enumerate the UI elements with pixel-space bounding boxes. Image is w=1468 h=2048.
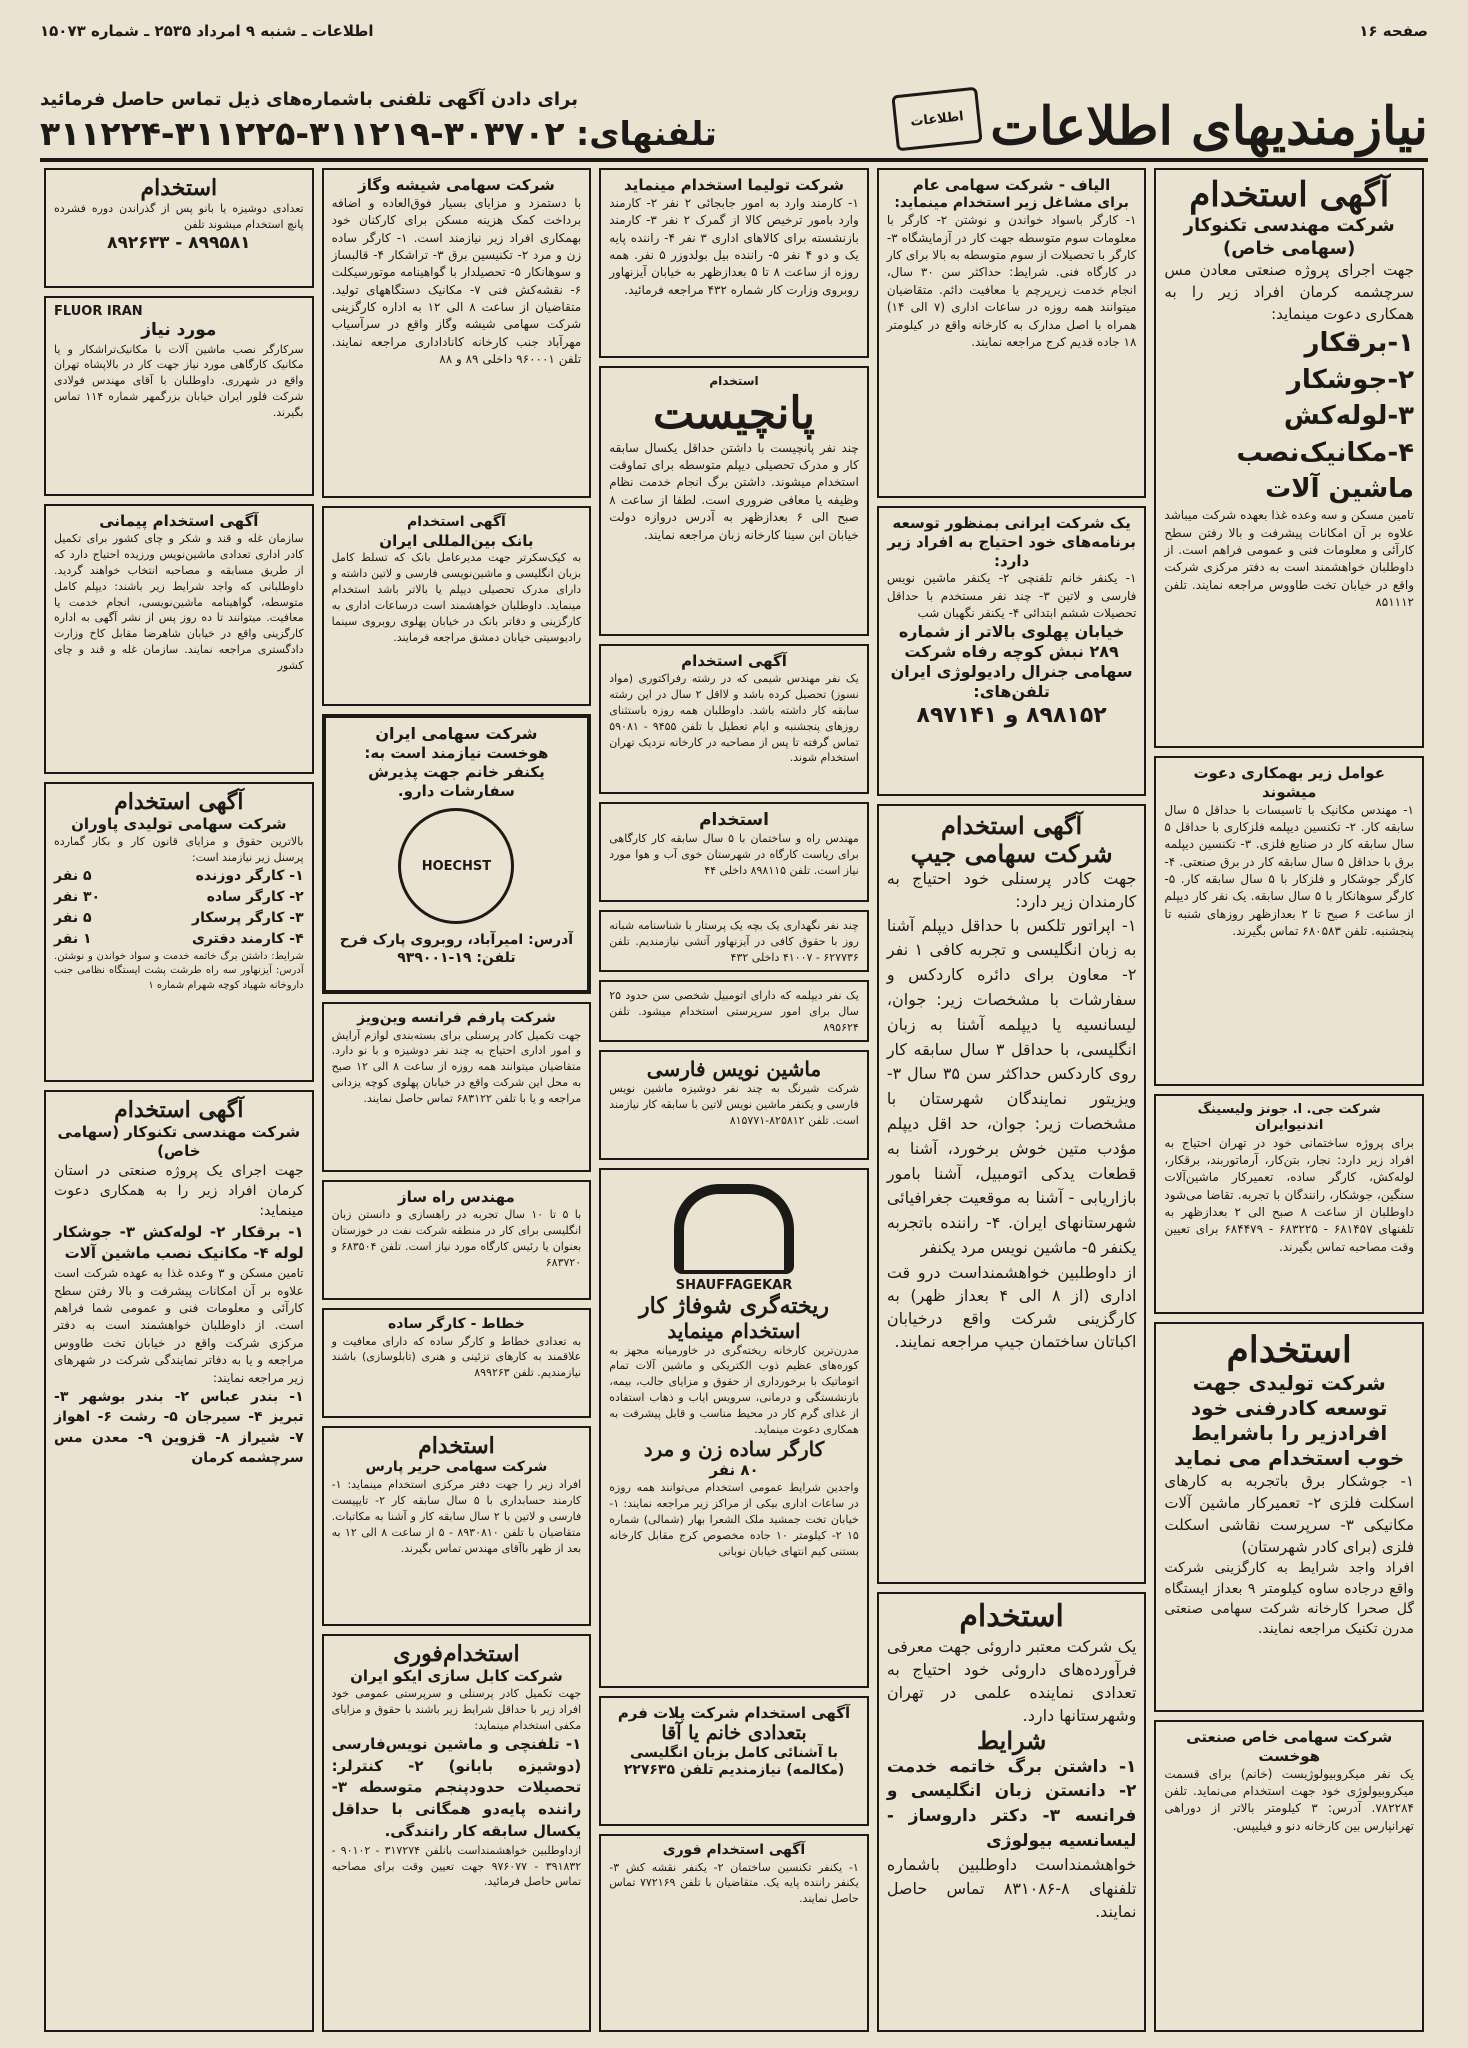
ad-title: یک شرکت ایرانی بمنظور توسعه برنامه‌های خود احتیاج به افراد زیر دارد: bbox=[887, 514, 1136, 570]
ad-title: مهندس راه ساز bbox=[398, 1188, 515, 1206]
ad-title: استخدام bbox=[1226, 1329, 1352, 1371]
gear-logo-icon bbox=[674, 1184, 794, 1274]
masthead bbox=[40, 58, 1428, 157]
masthead-title: نیازمندیهای اطلاعات bbox=[990, 96, 1428, 157]
ad-company: شرکت کابل سازی ایکو ایران bbox=[350, 1667, 563, 1686]
ad-title-2: کارگر ساده زن و مرد bbox=[643, 1437, 825, 1462]
ad-body: سازمان غله و قند و شکر و چای کشور برای تکمیل کادر اداری تعدادی ماشین‌نویس ورزیده احتیاج دارد که از طریق مسابقه و مصاحبه انتخاب خواهند گردید. داوطلبانی که واجد شرایط زیر باشند: دیپلم کامل متوسطه، گواهینامه ماشین‌نویسی، انجام خدمت یا معافیت. میتوانند تا ده روز پس از نشر آگهی به اداره کارگزینی واقع در خیابان شاهرضا مقابل کاخ وزارت دادگستری مراجعه نمایند. سازمان غله و قند و چای کشور bbox=[54, 531, 304, 673]
masthead-subtitle: برای دادن آگهی تلفنی باشماره‌های ذیل تماس حاصل فرمائید bbox=[40, 89, 578, 110]
ad-conditions: ۱- داشتن برگ خاتمه خدمت ۲- دانستن زبان انگلیسی و فرانسه ۳- دکتر داروساز - لیسانسیه بیولوژی bbox=[886, 1756, 1137, 1851]
ad-technokar-kerman bbox=[44, 1090, 314, 2032]
ad-body-2: واجدین شرایط عمومی استخدام می‌توانند همه روزه در ساعات اداری بیکی از مراکز زیر مراجعه نمایند: ۱- خیابان تخت جمشید ملک الشعرا بهار (شمالی) شماره ۱۵ ۲- کیلومتر ۱۰ جاده مخصوص کرج مقابل کارخانه بستنی کیم انتهای خیابان نوبانی bbox=[609, 1480, 859, 1558]
ad-civil-engineer bbox=[599, 802, 869, 902]
ad-logo-text: SHAUFFAGEKAR bbox=[675, 1278, 793, 1293]
column-5 bbox=[44, 168, 314, 2032]
ad-body: یک نفر مهندس شیمی که در رشته رفراکتوری (مواد نسوز) تحصیل کرده باشد و لااقل ۲ سال در این رشته سابقه کار داشته باشد. داوطلبان همه روزه باستثنای روزهای پنجشنبه و ایام تعطیل با تلفن ۹۴۵۵ - ۵۹۰۸۱ تماس گرفته تا پس از مصاحبه در کارخانه نزدیک تهران استخدام شوند. bbox=[609, 671, 859, 765]
ad-intro: جهت اجرای پروژه صنعتی معادن مس سرچشمه کرمان افراد زیر را به همکاری دعوت مینماید: bbox=[1164, 261, 1414, 323]
ad-count: ۸۰ نفر bbox=[709, 1461, 759, 1480]
ad-body: مدرن‌ترین کارخانه ریخته‌گری در خاورمیانه مجهز به کوره‌های عظیم ذوب الکتریکی و ماشین آلات تمام اتوماتیک با برخورداری از حقوق و مزایای جالب، بیمه، بازنشستگی و درمانی، سرویس ایاب و ذهاب استفاده از غذای گرم کار در محیط مناسب و قابل پیشرفت به همکاری دعوت مینماید. bbox=[609, 1343, 859, 1437]
ad-title: مورد نیاز bbox=[141, 320, 217, 341]
ad-title: استخدام bbox=[418, 1433, 495, 1459]
ad-body: برای پروژه ساختمانی خود در تهران احتیاج به افراد زیر دارد: نجار، بتن‌کار، آرماتوربند، برقکار، لوله‌کش، کارگر ساده، تعمیرکار ماشین‌آلات سنگین، جوشکار، رانندگان با تجربه. تقاضا می‌شود داوطلبان از ساعت ۸ صبح الی ۲ بعدازظهر به تلفنهای ۶۸۱۴۵۷ - ۶۸۳۲۲۵ - ۶۸۴۴۷۹ برای تعیین وقت مصاحبه تماس بگیرند. bbox=[1164, 1135, 1414, 1254]
ad-intro: جهت اجرای یک پروژه صنعتی در استان کرمان افراد زیر را به همکاری دعوت مینماید: bbox=[54, 1162, 304, 1220]
ad-title: آگهی استخدام شرکت پلات فرم bbox=[617, 1704, 851, 1722]
ad-company: بانک بین‌المللی ایران bbox=[379, 531, 534, 550]
ad-subtitle: خوب استخدام می نماید bbox=[1174, 1446, 1405, 1471]
ad-conditions-title: شرایط bbox=[976, 1726, 1047, 1756]
ad-note: افراد واجد شرایط به کارگزینی شرکت واقع درجاده ساوه کیلومتر ۹ بعداز ایستگاه گل صحرا کارخانه شرکت سهامی صنعتی مدرن تکنیک مراجعه نمایند. bbox=[1164, 1560, 1414, 1638]
ad-general-radiology bbox=[877, 506, 1147, 796]
ad-subtitle: شرکت تولیدی جهت bbox=[1192, 1371, 1386, 1396]
ad-glass-gas bbox=[322, 168, 592, 498]
ad-jobs: ۱- جوشکار برق باتجربه به کارهای اسکلت فلزی ۲- تعمیرکار ماشین آلات مکانیکی ۳- سرپرست نقاشی اسکلت فلزی (برای کادر شهرستان) bbox=[1164, 1472, 1415, 1556]
logo-text: HOECHST bbox=[421, 858, 492, 874]
ad-body: با دستمزد و مزایای بسیار فوق‌العاده و اضافه برداخت کمک هزینه مسکن برای کارکنان خود بهمکاری افراد زیر نیازمند است. ۱- کارگر ساده زن و مرد ۲- تکنیسین برق ۳- تراشکار ۴- قالبساز و سوهانکار ۵- تحصیلدار با گواهینامه موتورسیکلت ۶- نقشه‌کش فنی ۷- مکانیک دستگاههای تولید. متقاضیان از ساعت ۸ الی ۱۲ به اداره کارگزینی شرکت سهامی شیشه وگاز واقع در سرآسیاب مهرآباد جنب کارخانه کاناداداری مراجعه نمایند. تلفن ۹۶۰۰۰۱ داخلی ۸۹ و ۸۸ bbox=[331, 195, 582, 367]
ad-pharma bbox=[877, 1592, 1147, 2032]
ad-punch-girls bbox=[44, 168, 314, 288]
ad-body: مهندس راه و ساختمان با ۵ سال سابقه کار کارگاهی برای ریاست کارگاه در شهرستان خوی آب و هوا مورد نیاز است. تلفن ۸۹۸۱۱۵ داخلی ۴۴ bbox=[609, 832, 859, 878]
masthead-contact bbox=[40, 89, 884, 153]
ad-phones: ۸۹۹۵۸۱ - ۸۹۲۶۳۳ bbox=[107, 233, 251, 254]
ad-shauffagekar bbox=[599, 1168, 869, 1688]
ad-chemical-engineer bbox=[599, 644, 869, 794]
ad-platform bbox=[599, 1696, 869, 1826]
ad-note: شرایط: داشتن برگ خاتمه خدمت و سواد خواندن و نوشتن. آدرس: آیزنهاور سه راه طرشت پشت ایستگاه نظامی جنب داروخانه شهیاد کوچه شهرام شماره ۱ bbox=[54, 950, 304, 991]
ad-title: آگهی استخدام bbox=[114, 789, 244, 815]
ad-intro: یک شرکت معتبر داروئی جهت معرفی فرآورده‌های داروئی خود احتیاج به تعدادی نماینده علمی در تهران وشهرستانها دارد. bbox=[886, 1636, 1137, 1726]
ad-logo-text: FLUOR IRAN bbox=[54, 304, 143, 319]
ad-tolima bbox=[599, 168, 869, 358]
ad-typist-farsi bbox=[599, 1050, 869, 1160]
job-item: ۱-برقکار bbox=[1304, 328, 1414, 359]
ad-international-bank bbox=[322, 506, 592, 706]
job-row bbox=[54, 887, 304, 908]
column-2 bbox=[877, 168, 1147, 2032]
ad-subtitle: هوخست نیازمند است به: bbox=[364, 744, 549, 762]
ad-body: تعدادی دوشیزه یا بانو پس از گذراندن دوره فشرده پانچ استخدام میشوند تلفن bbox=[54, 202, 304, 232]
ad-road-engineer bbox=[322, 1180, 592, 1300]
ad-intro: جهت تکمیل کادر پرسنلی و سرپرستی عمومی خود افراد زیر با حداقل شرایط زیر باشند با حقوق و مزایای مکفی استخدام مینماید: bbox=[331, 1687, 582, 1732]
ad-subtitle: بتعدادی خانم یا آقا bbox=[661, 1721, 807, 1744]
ad-body: به کیک‌سکرتر جهت مدیرعامل بانک که تسلط کامل بزبان انگلیسی و ماشین‌نویسی فارسی و لاتین داشته و دارای مدرک تحصیلی دیپلم یا بالاتر باشد استخدام مینماید. داوطلبان خواهشمند است درساعات اداری به کارگزینی و دفاتر بانک در خیابان پهلوی روبروی سینما رادیوسیتی خیابان دمشق مراجعه فرمایند. bbox=[331, 551, 582, 644]
hoechst-logo-icon bbox=[398, 808, 514, 924]
job-row bbox=[54, 929, 304, 950]
ad-subtitle: برای مشاغل زیر استخدام مینماید: bbox=[894, 194, 1129, 211]
ad-title: آگهی استخدام bbox=[114, 1097, 244, 1123]
ad-workers-invited bbox=[1154, 756, 1424, 1086]
masthead-rule bbox=[40, 158, 1428, 162]
ad-company: شرکت سهامی تولیدی پاوران bbox=[71, 815, 287, 834]
ad-title: آگهی استخدام پیمانی bbox=[99, 512, 259, 530]
ad-body: جهت تکمیل کادر پرسنلی برای بسته‌بندی لوازم آرایش و امور اداری احتیاج به چند نفر دوشیزه و با نو دارد. متقاضیان میتوانند همه روزه از ساعت ۸ الی ۱۲ صبح به محل این شرکت واقع در خیابان پهلوی کوچه یزدانی مراجعه و یا با تلفن ۶۸۳۱۲۲ تماس حاصل نمایند. bbox=[331, 1028, 582, 1106]
ad-title: شرکت جی. ا. جونز ولیسینگ اندنیوایران bbox=[1197, 1102, 1381, 1134]
ad-note: ازداوطلبین خواهشمنداست بانلفن ۳۱۷۲۷۴ - ۹۰۱۰۲ - ۳۹۱۸۳۲ - ۹۷۶۰۷۷ جهت تعیین وقت برای مصاحبه تماس حاصل فرمائید. bbox=[331, 1843, 582, 1889]
ad-body: یکنفر خانم جهت پذیرش سفارشات دارو. bbox=[368, 762, 545, 800]
ad-alyaf bbox=[877, 168, 1147, 498]
ad-body: ۱- اپراتور تلکس با حداقل دیپلم آشنا به زبان انگلیسی و تجربه کافی ۱ نفر ۲- معاون برای دائره کاردکس و سفارشات با مشخصات زیر: جوان، لیسانسیه یا دیپلمه آشنا به زبان انگلیسی، با حداقل ۳ سال سابقه کار روی کاردکس حداکثر سن ۳۵ سال ۳- ویزیتور نمایندگان شهرستان با مشخصات زیر: جوان، حد اقل دیپلم مؤدب متین خوش برخورد، آشنا به قطعات یدکی اتومبیل، آشنا بامور بازاریابی - آشنا به موقعیت جغرافیائی شهرستانهای ایران. ۴- راننده باتجربه یکنفر ۵- ماشین نویس مرد یکنفر bbox=[886, 915, 1137, 1257]
job-item: ۲-جوشکار bbox=[1286, 364, 1414, 395]
job-name: ۲- کارگر ساده bbox=[206, 888, 304, 905]
job-name: ۱- کارگر دوزنده bbox=[195, 867, 304, 884]
job-item: ۳-لوله‌کش bbox=[1283, 401, 1414, 432]
ad-title: آگهی استخدام bbox=[681, 652, 787, 670]
ad-title: الیاف - شرکت سهامی عام bbox=[912, 176, 1111, 194]
ad-title: شرکت تولیما استخدام مینماید bbox=[624, 176, 844, 194]
job-count: ۳۰ نفر bbox=[54, 888, 101, 905]
ad-body: به تعدادی خطاط و کارگر ساده که دارای معافیت و علاقمند به کارهای تزئینی و هنری (تابلوسازی) باشند نیازمندیم. تلفن ۸۹۹۲۶۳ bbox=[331, 1334, 582, 1380]
ad-nanny bbox=[599, 910, 869, 972]
ad-note: از داوطلبین خواهشمنداست درو قت اداری (از ۸ الی ۴ بعداز ظهر) به کارگزینی شرکت واقع درخیابان اکباتان ساختمان جیپ مراجعه نمایند. bbox=[886, 1262, 1137, 1352]
column-4 bbox=[322, 168, 592, 2032]
ad-body: با آشنائی کامل بزبان انگلیسی (مکالمه) نیازمندیم تلفن ۲۲۷۶۳۵ bbox=[623, 1744, 845, 1779]
ad-body: با ۵ تا ۱۰ سال تجربه در راهسازی و دانستن زبان انگلیسی برای کار در منطقه شرکت نفت در خوزستان بعنوان یا رئیس کارگاه مورد نیاز است. تلفن ۶۸۳۵۰۴ و ۶۸۳۷۲۰ bbox=[331, 1207, 582, 1269]
ad-intro: بالاترین حقوق و مزایای قانون کار و بکار گمارده پرسنل زیر نیازمند است: bbox=[54, 835, 304, 864]
ad-technokar-mining bbox=[1154, 168, 1424, 748]
ad-iko-cable bbox=[322, 1634, 592, 2032]
ad-parfum-france bbox=[322, 1002, 592, 1172]
masthead-phones: تلفنهای: ۳۰۳۷۰۲-۳۱۱۲۱۹-۳۱۱۲۲۵-۳۱۱۲۲۴ bbox=[40, 114, 717, 153]
job-name: ۴- کارمند دفتری bbox=[191, 930, 304, 947]
ad-pavaran bbox=[44, 782, 314, 1082]
ad-title: آگهی استخدام bbox=[941, 811, 1083, 840]
ad-title: شرکت سهامی شیشه وگاز bbox=[358, 176, 555, 194]
classified-columns bbox=[44, 168, 1424, 2032]
newspaper-logo: اطلاعات bbox=[892, 87, 983, 152]
ad-phones: ۸۹۸۱۵۲ و ۸۹۷۱۴۱ bbox=[916, 703, 1107, 729]
issue-info: اطلاعات ـ شنبه ۹ امرداد ۲۵۳۵ ـ شماره ۱۵۰۷۳ bbox=[40, 22, 374, 40]
ad-intro: جهت کادر پرسنلی خود احتیاج به کارمندان زیر دارد: bbox=[886, 869, 1137, 912]
ad-body: ۱- تلفنچی و ماشین نویس‌فارسی (دوشیزه بابانو) ۲- کنترلر: تحصیلات حدودپنجم متوسطه ۳- راننده پایه‌دو همگانی با حداقل یکسال سابقه کار رانندگی. bbox=[331, 1734, 582, 1840]
ad-company: شرکت سهامی ایران bbox=[375, 724, 538, 743]
job-count: ۵ نفر bbox=[54, 867, 92, 884]
ad-jeep bbox=[877, 804, 1147, 1584]
ad-label: استخدام bbox=[709, 374, 759, 388]
ad-title: ریخته‌گری شوفاژ کار bbox=[639, 1293, 829, 1320]
ad-title: استخدام bbox=[140, 175, 218, 201]
ad-fluor-iran bbox=[44, 296, 314, 496]
job-row bbox=[54, 908, 304, 929]
ad-company: شرکت مهندسی تکنوکار (سهامی خاص) bbox=[1183, 215, 1395, 259]
ad-title: ماشین نویس فارسی bbox=[646, 1057, 822, 1081]
ad-address: آدرس: امیرآباد، روبروی پارک فرح bbox=[339, 932, 574, 949]
job-item: ۴-مکانیک‌نصب ماشین آلات bbox=[1236, 437, 1414, 504]
ad-note: تامین مسکن و ۳ وعده غذا به عهده شرکت است علاوه بر آن امکانات پیشرفت و بالا رفتن سطح کارآئی و معلومات فنی و عمومی شما فراهم است. از داوطلبان خواهشمند است به دفتر مرکزی شرکت واقع در خیابان تخت طاووس مراجعه و یا به دفاتر نمایندگی شرکت در شهرهای زیر مراجعه نمایند: bbox=[54, 1266, 304, 1385]
job-row bbox=[54, 866, 304, 887]
ad-body: ۱- کارگر باسواد خواندن و نوشتن ۲- کارگر با معلومات سوم متوسطه جهت کار در آزمایشگاه ۳- کارگر با تحصیلات از سوم متوسطه به بالا برای کار در کارگاه فنی. شرایط: حداکثر سن ۳۰ سال، انجام خدمت زیرپرچم یا معافیت دائم. متقاضیان میتوانند همه روزه در ساعات اداری (۷ الی ۱۴) همراه با اصل مدارک به کارخانه واقع در کیلومتر ۱۸ جاده قدیم کرج مراجعه نمایند. bbox=[886, 213, 1137, 349]
job-name: ۳- کارگر پرسکار bbox=[192, 909, 304, 926]
column-1 bbox=[1154, 168, 1424, 2032]
ad-jobs: ۱- برقکار ۲- لوله‌کش ۳- جوشکار لوله ۴- مکانیک نصب ماشین آلات bbox=[54, 1222, 304, 1263]
ad-body: چند نفر نگهداری یک بچه یک پرستار با شناسنامه شبانه روز با حقوق کافی در آیزنهاور آتشی نیازمندیم. تلفن ۶۲۷۷۳۶ - ۴۱۰۰۷ داخلی ۴۳۲ bbox=[609, 919, 859, 964]
ad-body: یک نفر میکروبیولوژیست (خانم) برای قسمت میکروبیولوژی خود جهت استخدام می‌نماید. تلفن ۷۸۲۲۸۴. آدرس: ۳ کیلومتر بالاتر از دوراهی تهرانپارس بین کارخانه دنو و فیلیپس. bbox=[1164, 1766, 1414, 1833]
ad-punchist bbox=[599, 366, 869, 636]
ad-modern-technique bbox=[1154, 1322, 1424, 1712]
ad-harir-pars bbox=[322, 1426, 592, 1626]
ad-urgent-hire bbox=[599, 1834, 869, 2032]
ad-grain-board bbox=[44, 504, 314, 774]
ad-note: تامین مسکن و سه وعده غذا بعهده شرکت میباشد علاوه بر آن امکانات پیشرفت و بالا رفتن سطح کارآئی و معلومات فنی و عمومی فراهم است. از داوطلبان خواهشمند است به دفتر مرکزی شرکت واقع در خیابان تخت طاووس مراجعه نمایند. تلفن ۸۵۱۱۱۲ bbox=[1164, 508, 1414, 610]
ad-company: شرکت سهامی حریر پارس bbox=[365, 1459, 548, 1476]
ad-title: آگهی استخدام bbox=[407, 514, 506, 530]
ad-note: خواهشمنداست داوطلبین باشماره تلفنهای ۸-۸۳۱۰۸۶ تماس حاصل نمایند. bbox=[886, 1855, 1137, 1921]
job-count: ۱ نفر bbox=[54, 930, 92, 947]
ad-body: شرکت شیرنگ به چند نفر دوشیزه ماشین نویس فارسی و یکنفر ماشین نویس لاتین با سابقه کار نیازمند است. تلفن ۸۲۵۸۱۲-۸۱۵۷۷۱ bbox=[609, 1082, 859, 1127]
page-header bbox=[40, 18, 1428, 44]
ad-company: شرکت مهندسی تکنوکار (سهامی خاص) bbox=[57, 1123, 301, 1161]
ad-address: خیابان پهلوی بالاتر از شماره ۲۸۹ نبش کوچه رفاه شرکت سهامی جنرال رادیولوژی ایران تلفن‌های: bbox=[890, 622, 1133, 702]
ad-calligrapher bbox=[322, 1308, 592, 1418]
ad-subtitle: استخدام مینماید bbox=[667, 1318, 801, 1343]
ad-body: ۱- یکنفر تکنسین ساختمان ۲- یکنفر نقشه کش ۳- یکنفر راننده پایه یک. متقاضیان با تلفن ۷۷۲۱۶۹ تماس حاصل نمایند. bbox=[609, 1860, 859, 1906]
ad-title: شرکت پارفم فرانسه وین‌ویز bbox=[357, 1010, 556, 1026]
ad-body: سرکارگر نصب ماشین آلات با مکانیک‌تراشکار و یا مکانیک کارگاهی مورد نیاز جهت کار در بالاپشاه تهران واقع در شهرری. داوطلبان با آقای مهندس فولادی شرکت فلور ایران خیابان بزرگمهر شماره ۱۱۴ تماس بگیرند. bbox=[54, 342, 304, 420]
ad-body: ۱- کارمند وارد به امور جابجائی ۲ نفر ۲- کارمند وارد بامور ترخیص کالا از گمرک ۲ نفر ۳- کارمند بازنشسته برای کالاهای اداری ۳ نفر ۴- راننده پایه یک و دو ۴ نفر ۵- راننده بیل بولدوزر ۵ نفر. همه روزه از ساعت ۸ تا ۵ بعدازظهر به خیابان آیزنهاور روبروی وزارت کار شماره ۴۳۲ مراجعه فرمائید. bbox=[609, 195, 859, 297]
ad-title: عوامل زیر بهمکاری دعوت میشوند bbox=[1193, 764, 1385, 801]
ad-title: استخدام bbox=[959, 1599, 1064, 1634]
ad-phone: تلفن: ۱۹-۹۳۹۰۰۱ bbox=[397, 949, 516, 966]
ad-company: شرکت سهامی جیپ bbox=[910, 838, 1113, 868]
ad-body: ۱- یکنفر خانم تلفنچی ۲- یکنفر ماشین نویس فارسی و لاتین ۳- چند نفر مستخدم با حداقل تحصیلات ششم ابتدائی ۴- یکنفر نگهبان شب bbox=[886, 571, 1137, 621]
ad-body: افراد زیر را جهت دفتر مرکزی استخدام مینماید: ۱- کارمند حسابداری با ۵ سال سابقه کار ۲- تایپیست فارسی و لاتین با ۲ سال سابقه کار و آشنا به مکاتبات. متقاضیان با تلفن ۸۹۳۰۸۱۰ - ۵ از ساعت ۸ الی ۱۲ به بعد از ظهر باآقای مهندس تماس بگیرند. bbox=[331, 1477, 582, 1555]
ad-jones-iran bbox=[1154, 1094, 1424, 1314]
ad-body: ۱- مهندس مکانیک با تاسیسات با حداقل ۵ سال سابقه کار. ۲- تکنسین دیپلمه فلزکاری با حداقل ۵ سال سابقه کار در صنایع فلزی. ۳- تکنسین دیپلمه برق با حداقل ۵ سال سابقه کار در برق صنعتی. ۴- کارگر جوشکار و فلزکار با ۵ سال سابقه کار. ۵- کارگر سوهانکار با ۵ سال سابقه. یک نفر کار دیپلم از ساعت ۶ صبح تا ۲ بعدازظهر روزهای شنبه تا پنجشنبه. تلفن ۶۸۰۵۸۳ تماس بگیرند. bbox=[1164, 802, 1415, 939]
ad-subtitle: افرادزیر را باشرایط bbox=[1191, 1421, 1388, 1446]
ad-supervisor bbox=[599, 980, 869, 1042]
ad-title: شرکت سهامی خاص صنعتی هوخست bbox=[1186, 1728, 1393, 1765]
ad-subtitle: توسعه کادرفنی خود bbox=[1190, 1396, 1388, 1421]
job-count: ۵ نفر bbox=[54, 909, 92, 926]
ad-title: استخدام‌فوری bbox=[393, 1641, 520, 1667]
column-3 bbox=[599, 168, 869, 2032]
ad-body: یک نفر دیپلمه که دارای اتومبیل شخصی سن حدود ۲۵ سال برای امور سرپرستی استخدام میشود. تلفن ۸۹۵۶۲۴ bbox=[609, 989, 859, 1034]
ad-title: استخدام bbox=[699, 810, 769, 830]
ad-hoechst-lab bbox=[1154, 1720, 1424, 2032]
ad-title: آگهی استخدام فوری bbox=[662, 1842, 806, 1858]
ad-title: خطاط - کارگر ساده bbox=[388, 1316, 525, 1332]
page-number: صفحه ۱۶ bbox=[1359, 22, 1428, 40]
ad-hoechst-iran bbox=[322, 714, 592, 994]
ad-brand: پانچیست bbox=[652, 388, 816, 439]
ad-cities: ۱- بندر عباس ۲- بندر بوشهر ۳- تبریز ۴- سیرجان ۵- رشت ۶- اهواز ۷- شیراز ۸- قزوین ۹- معدن مس سرچشمه کرمان bbox=[54, 1388, 304, 1466]
ad-title: آگهی استخدام bbox=[1189, 175, 1390, 215]
ad-body: چند نفر پانچیست با داشتن حداقل یکسال سابقه کار و مدرک تحصیلی دیپلم متوسطه برای تماوقت استخدام میشوند. داشتن برگ انجام خدمت نظام وظیفه یا معافی ضروری است. لطفا از ساعت ۸ صبح الی ۶ بعدازظهر به آدرس دروازه دولت خیابان ابن سینا کارخانه زبان مراجعه نمایند. bbox=[609, 440, 859, 542]
